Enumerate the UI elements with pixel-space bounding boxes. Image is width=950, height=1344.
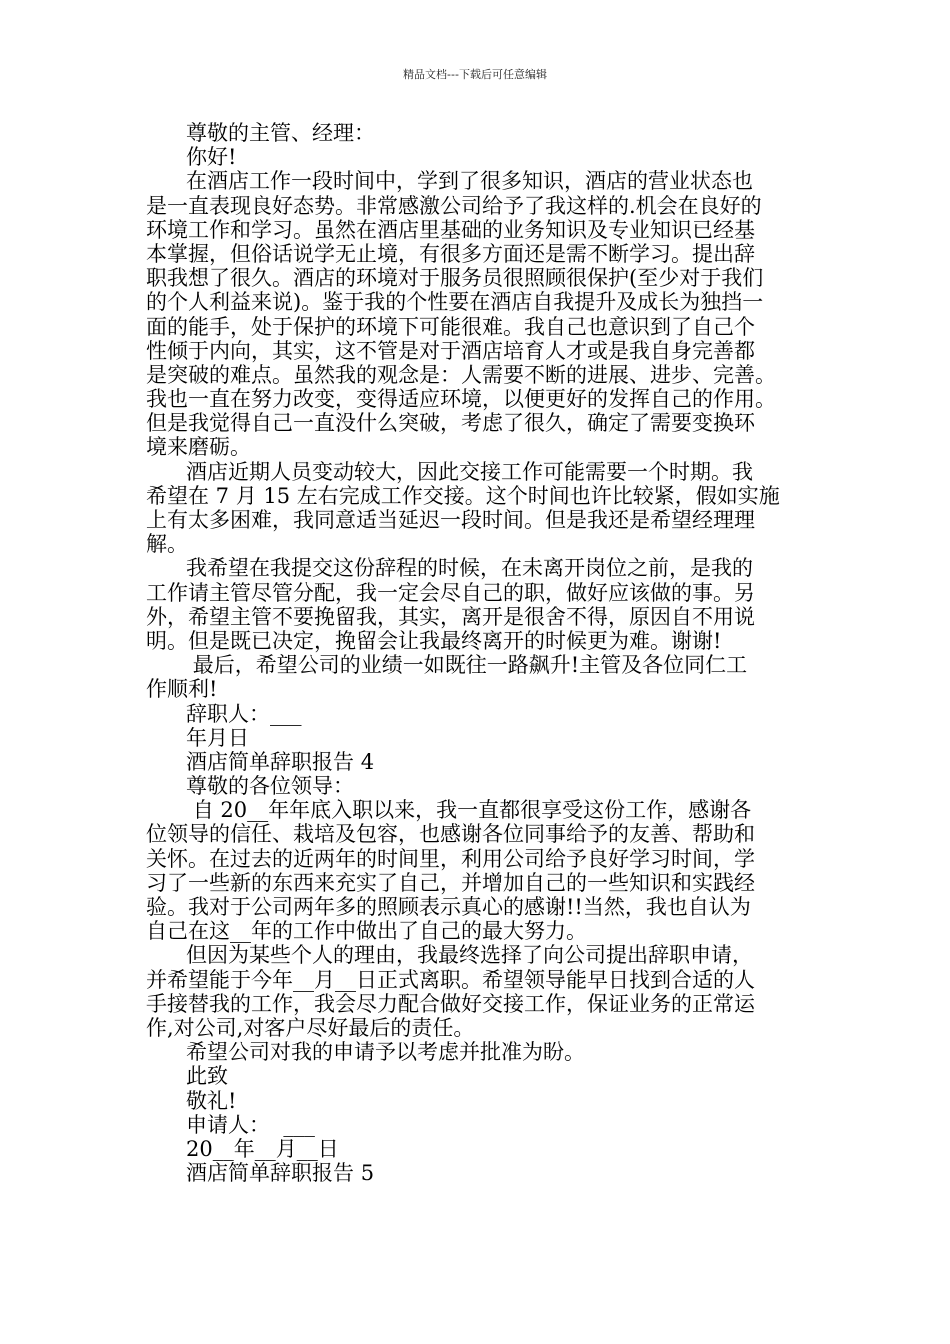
body-line: 关怀。在过去的近两年的时间里，利用公司给予良好学习时间，学 [146,846,755,871]
body-line: 手接替我的工作，我会尽力配合做好交接工作，保证业务的正常运 [146,991,755,1016]
body-line: 习了一些新的东西来充实了自己，并增加自己的一些知识和实践经 [146,870,755,895]
body-line: 但是我觉得自己一直没什么突破，考虑了很久，确定了需要变换环 [146,411,755,436]
body-line: 自己在这__年的工作中做出了自己的最大努力。 [146,919,587,944]
date-line: 20__年__月__日 [146,1136,339,1161]
date-line: 年月日 [146,725,250,750]
body-line: 工作请主管尽管分配，我一定会尽自己的职，做好应该做的事。另 [146,580,755,605]
body-line: 希望在 7 月 15 左右完成工作交接。这个时间也许比较紧，假如实施 [146,483,780,508]
body-line: 自 20__年年底入职以来，我一直都很享受这份工作，感谢各 [146,798,752,823]
body-line: 境来磨砺。 [146,435,251,460]
salutation: 尊敬的主管、经理： [146,121,376,145]
body-line: 在酒店工作一段时间中，学到了很多知识，酒店的营业状态也 [146,169,754,194]
section-title: 酒店简单辞职报告 5 [146,1161,375,1186]
page-header: 精品文档---下载后可任意编辑 [403,68,547,81]
body-line: 我希望在我提交这份辞程的时候，在未离开岗位之前，是我的 [146,556,754,581]
section-title: 酒店简单辞职报告 4 [146,749,375,774]
body-line: 的个人利益来说)。鉴于我的个性要在酒店自我提升及成长为独挡一 [146,290,764,315]
body-line: 作,对公司,对客户尽好最后的责任。 [146,1015,475,1040]
closing-line: 此致 [146,1064,229,1089]
body-line: 作顺利! [146,677,218,702]
salutation: 尊敬的各位领导： [146,774,355,799]
body-line: 是突破的难点。虽然我的观念是：人需要不断的进展、进步、完善。 [146,362,776,387]
body-line: 但因为某些个人的理由，我最终选择了向公司提出辞职申请， [146,943,754,968]
body-line: 职我想了很久。酒店的环境对于服务员很照顾很保护(至少对于我们 [146,266,764,291]
body-line: 最后，希望公司的业绩一如既往一路飙升!主管及各位同仁工 [146,653,748,678]
body-line: 明。但是既已决定，挽留会让我最终离开的时候更为难。谢谢! [146,628,722,653]
body-line: 上有太多困难，我同意适当延迟一段时间。但是我还是希望经理理 [146,508,755,532]
signature-line: 辞职人：___ [146,701,302,726]
body-line: 验。我对于公司两年多的照顾表示真心的感谢!!当然，我也自认为 [146,895,751,919]
document-body [146,121,814,1185]
body-line: 环境工作和学习。虽然在酒店里基础的业务知识及专业知识已经基 [146,217,755,242]
greeting: 你好! [146,145,237,170]
body-line: 面的能手，处于保护的环境下可能很难。我自己也意识到了自己个 [146,314,755,339]
body-line: 是一直表现良好态势。非常感激公司给予了我这样的.机会在良好的 [146,193,762,218]
body-line: 解。 [146,532,188,557]
body-line: 并希望能于今年__月__日正式离职。希望领导能早日找到合适的人 [146,967,755,992]
body-line: 本掌握，但俗话说学无止境，有很多方面还是需不断学习。提出辞 [146,241,755,266]
body-line: 酒店近期人员变动较大，因此交接工作可能需要一个时期。我 [146,459,754,484]
body-line: 性倾于内向，其实，这不管是对于酒店培育人才或是我自身完善都 [146,338,755,363]
body-line: 位领导的信任、栽培及包容，也感谢各位同事给予的友善、帮助和 [146,822,755,847]
body-line: 希望公司对我的申请予以考虑并批准为盼。 [146,1040,586,1065]
closing-line: 敬礼! [146,1088,237,1113]
body-line: 我也一直在努力改变，变得适应环境，以便更好的发挥自己的作用。 [146,387,776,412]
signature-line: 申请人： ___ [146,1112,315,1137]
body-line: 外，希望主管不要挽留我，其实，离开是很舍不得，原因自不用说 [146,604,755,629]
